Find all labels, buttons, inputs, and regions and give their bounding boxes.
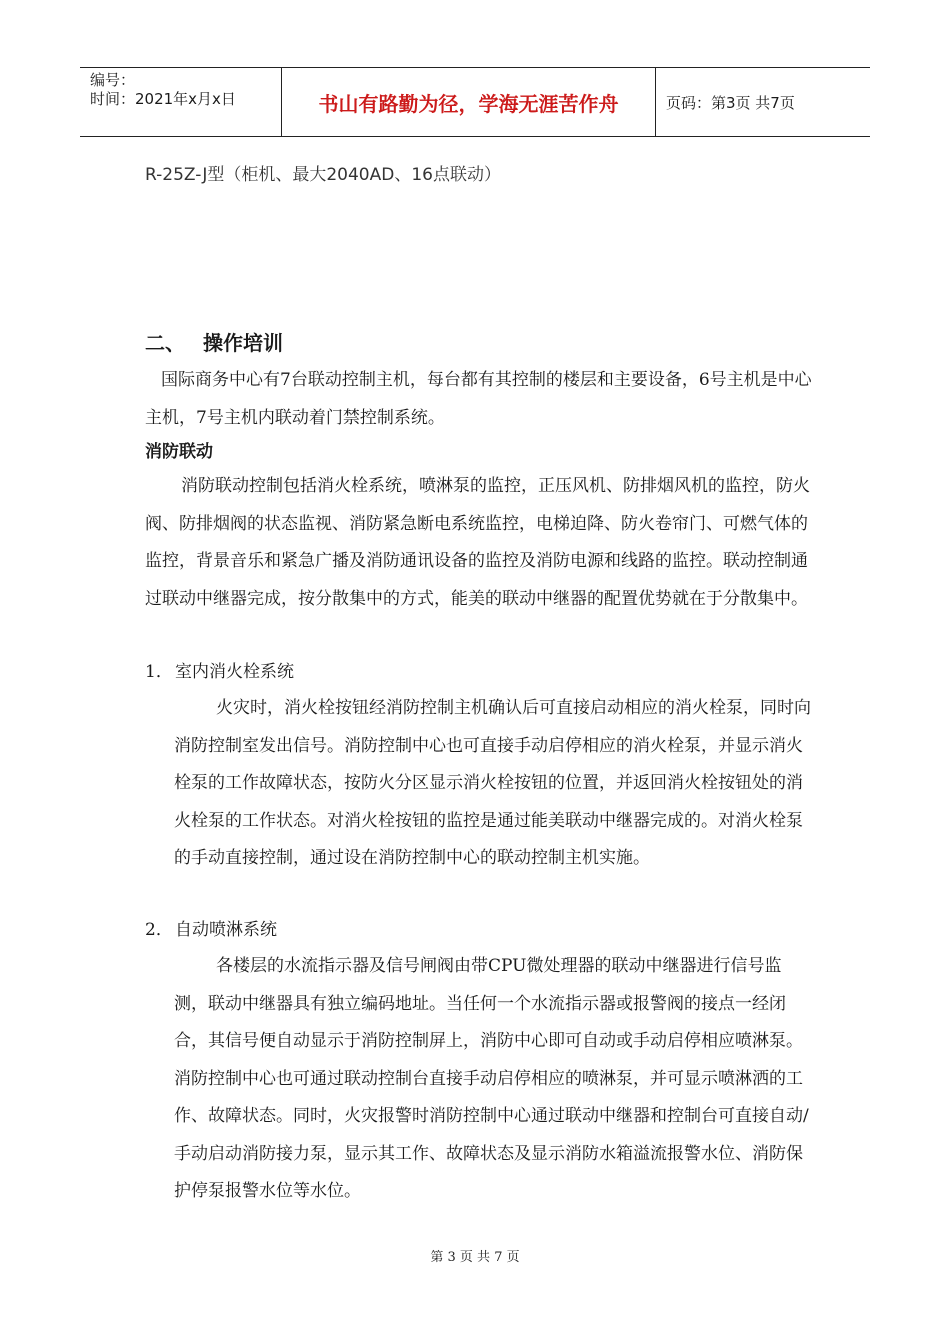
model-line: R-25Z-J型（柜机、最大2040AD、16点联动） xyxy=(145,165,501,185)
item-paragraph-hydrant: 火灾时，消火栓按钮经消防控制主机确认后可直接启动相应的消火栓泵，同时向消防控制室发出信号。消防控制中心也可直接手动启停相应的消火栓泵，并显示消火栓泵的工作故障状态，按防火分区显示消火栓按钮的位置，并返回消火栓按钮处的消火栓泵的工作状态。对消火栓按钮的监控是通过能美联动中继器完成的。对消火栓泵的手动直接控制，通过设在消防控制中心的联动控制主机实施。 xyxy=(174,698,811,868)
header-page-info: 页码：第3页 共7页 xyxy=(666,93,795,112)
item-number: 2． xyxy=(145,920,173,940)
subsection-title: 消防联动 xyxy=(145,442,213,462)
item-title-hydrant xyxy=(145,654,294,692)
header-motto: 书山有路勤为径，学海无涯苦作舟 xyxy=(282,68,656,136)
subsection-paragraph: 消防联动控制包括消火栓系统，喷淋泵的监控，正压风机、防排烟风机的监控，防火阀、防排烟阀的状态监视、消防紧急断电系统监控，电梯迫降、防火卷帘门、可燃气体的监控，背景音乐和紧急广播及消防通讯设备的监控及消防电源和线路的监控。联动控制通过联动中继器完成，按分散集中的方式，能美的联动中继器的配置优势就在于分散集中。 xyxy=(145,476,810,609)
intro-paragraph: 国际商务中心有7台联动控制主机，每台都有其控制的楼层和主要设备，6号主机是中心主机，7号主机内联动着门禁控制系统。 xyxy=(145,370,812,428)
item-title-text: 自动喷淋系统 xyxy=(175,920,277,940)
item-paragraph-sprinkler: 各楼层的水流指示器及信号闸阀由带CPU微处理器的联动中继器进行信号监测，联动中继器具有独立编码地址。当任何一个水流指示器或报警阀的接点一经闭合，其信号便自动显示于消防控制屏上，消防中心即可自动或手动启停相应喷淋泵。消防控制中心也可通过联动控制台直接手动启停相应的喷淋泵，并可显示喷淋洒的工作、故障状态。同时，火灾报警时消防控制中心通过联动中继器和控制台可直接自动/手动启动消防接力泵，显示其工作、故障状态及显示消防水箱溢流报警水位、消防保护停泵报警水位等水位。 xyxy=(174,956,809,1201)
number-label: 编号： xyxy=(90,71,136,89)
page-footer: 第 3 页 共 7 页 xyxy=(430,1250,520,1265)
item-title-text: 室内消火栓系统 xyxy=(175,662,294,682)
page-header xyxy=(80,67,870,137)
time-label: 时间：2021年x月x日 xyxy=(90,90,236,108)
section-title: 操作培训 xyxy=(203,331,283,355)
item-title-sprinkler xyxy=(145,912,277,950)
section-heading xyxy=(145,327,283,356)
item-number: 1． xyxy=(145,662,173,682)
section-number: 二、 xyxy=(145,331,185,355)
header-meta xyxy=(80,68,282,136)
